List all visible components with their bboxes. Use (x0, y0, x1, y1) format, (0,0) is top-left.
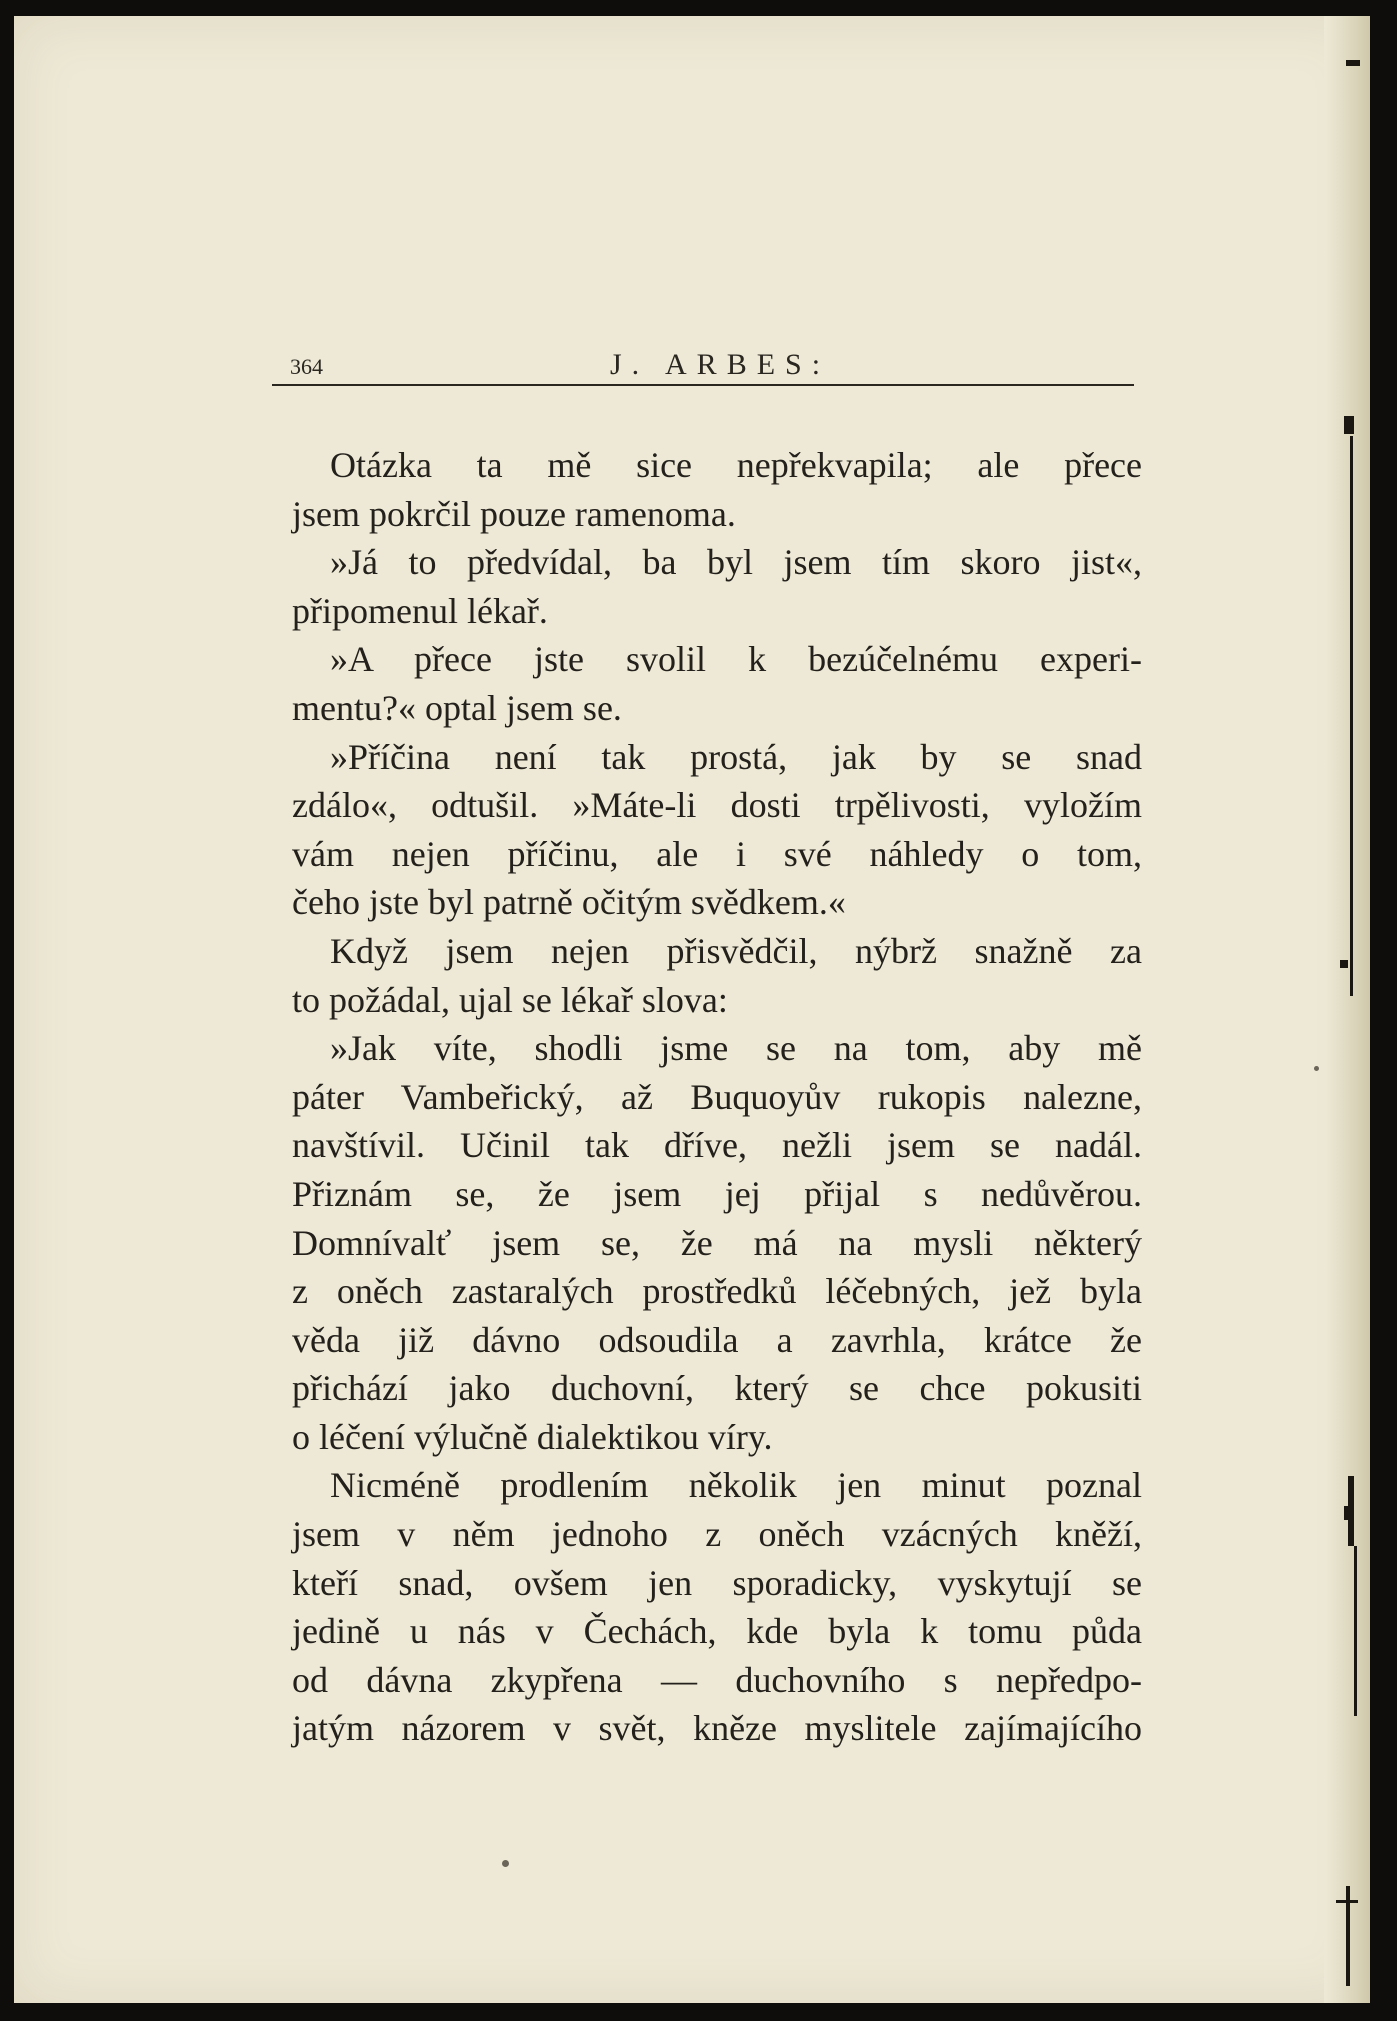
text-line: Přiznám se, že jsem jej přijal s nedůvěrou. (292, 1173, 1142, 1214)
page-header (272, 334, 1134, 386)
page-gutter-edge (1324, 16, 1370, 2003)
text-line: jedině u nás v Čechách, kde byla k tomu půda (292, 1611, 1142, 1652)
text-line: »A přece jste svolil k bezúčelnému experi- (330, 639, 1142, 680)
page-number: 364 (290, 354, 323, 379)
running-head: J. ARBES: (610, 348, 831, 381)
text-line: to požádal, ujal se lékař slova: (292, 979, 728, 1020)
text-line: věda již dávno odsoudila a zavrhla, krátce že (292, 1319, 1142, 1360)
text-line: Když jsem nejen přisvědčil, nýbrž snažně za (330, 930, 1142, 971)
text-line: mentu?« optal jsem se. (292, 687, 622, 728)
text-line: jsem pokrčil pouze ramenoma. (292, 493, 736, 534)
text-line: o léčení výlučně dialektikou víry. (292, 1416, 773, 1457)
text-line: kteří snad, ovšem jen sporadicky, vyskytují se (292, 1562, 1142, 1603)
text-line: jsem v něm jednoho z oněch vzácných kněží, (292, 1514, 1142, 1555)
text-line: »Jak víte, shodli jsme se na tom, aby mě (330, 1028, 1142, 1069)
text-line: zdálo«, odtušil. »Máte-li dosti trpělivosti, vyložím (292, 785, 1142, 826)
body-text (292, 441, 1142, 1753)
text-line: »Já to předvídal, ba byl jsem tím skoro jist«, (330, 542, 1142, 583)
text-line: páter Vambeřický, až Buquoyův rukopis nalezne, (292, 1076, 1142, 1117)
text-line: připomenul lékař. (292, 590, 548, 631)
text-line: navštívil. Učinil tak dříve, nežli jsem se nadál. (292, 1125, 1142, 1166)
text-line: jatým názorem v svět, kněze myslitele zajímajícího (292, 1708, 1142, 1749)
text-line: Domnívalť jsem se, že má na mysli některý (292, 1222, 1142, 1263)
text-line: Otázka ta mě sice nepřekvapila; ale přece (330, 445, 1142, 485)
book-page (14, 16, 1370, 2003)
text-line: z oněch zastaralých prostředků léčebných, jež byla (292, 1271, 1142, 1312)
text-line: vám nejen příčinu, ale i své náhledy o tom, (292, 833, 1142, 874)
text-line: od dávna zkypřena — duchovního s nepředpo- (292, 1659, 1142, 1700)
text-line: čeho jste byl patrně očitým svědkem.« (292, 882, 846, 923)
text-line: přichází jako duchovní, který se chce pokusiti (292, 1368, 1142, 1409)
text-line: Nicméně prodlením několik jen minut poznal (330, 1465, 1142, 1506)
text-line: »Příčina není tak prostá, jak by se snad (330, 736, 1142, 777)
